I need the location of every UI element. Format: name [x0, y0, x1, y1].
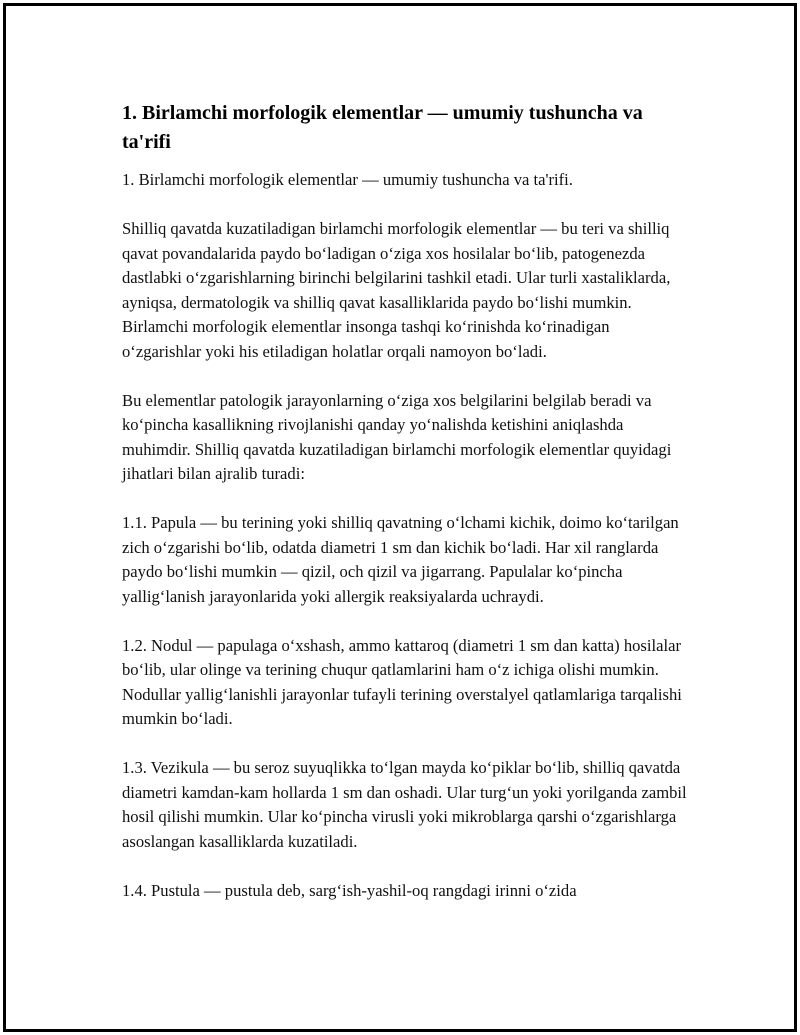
- paragraph-vezikula: 1.3. Vezikula — bu seroz suyuqlikka to‘lgan mayda ko‘piklar bo‘lib, shilliq qavatda diametri kamdan-kam hollarda 1 sm dan oshadi. Ular turg‘un yoki yorilganda zambil hosil qilishi mumkin. Ular ko‘pincha virusli yoki mikroblarga qarshi o‘zgarishlarga asoslangan kasalliklarda kuzatiladi.: [122, 758, 687, 851]
- paragraph-papula: 1.1. Papula — bu terining yoki shilliq qavatning o‘lchami kichik, doimo ko‘tarilgan zich o‘zgarishi bo‘lib, odatda diametri 1 sm dan kichik bo‘ladi. Har xil ranglarda paydo bo‘lishi mumkin — qizil, och qizil va jigarrang. Papulalar ko‘pincha yallig‘lanish jarayonlarida yoki allergik reaksiyalarda uchraydi.: [122, 513, 679, 606]
- paragraph-nodul: 1.2. Nodul — papulaga o‘xshash, ammo kattaroq (diametri 1 sm dan katta) hosilalar bo‘lib, ular olinge va terining chuqur qatlamlarini ham o‘z ichiga olishi mumkin. Nodullar yallig‘lanishli jarayonlar tufayli terining overstalyel qatlamlariga tarqalishi mumkin bo‘ladi.: [122, 635, 682, 728]
- page-frame: [3, 3, 797, 1032]
- paragraph-definition: Shilliq qavatda kuzatiladigan birlamchi morfologik elementlar — bu teri va shilliq qavat povandalarida paydo bo‘ladigan o‘ziga xos hosilalar bo‘lib, patogenezda dastlabki o‘zgarishlarning birinchi belgilarini tashkil etadi. Ular turli xastaliklarda, ayniqsa, dermatologik va shilliq qavat kasalliklarida paydo bo‘lishi mumkin. Birlamchi morfologik elementlar insonga tashqi ko‘rinishda ko‘rinadigan o‘zgarishlar yoki his etiladigan holatlar orqali namoyon bo‘ladi.: [122, 219, 671, 361]
- paragraph-significance: Bu elementlar patologik jarayonlarning o‘ziga xos belgilarini belgilab beradi va ko‘pincha kasallikning rivojlanishi qanday yo‘nalishda ketishini aniqlashda muhimdir. Shilliq qavatda kuzatiladigan birlamchi morfologik elementlar quyidagi jihatlari bilan ajralib turadi:: [122, 390, 672, 483]
- paragraph-pustula: 1.4. Pustula — pustula deb, sarg‘ish-yashil-oq rangdagi irinni o‘zida: [122, 880, 577, 900]
- document-body: [122, 99, 692, 928]
- paragraph-intro: 1. Birlamchi morfologik elementlar — umumiy tushuncha va ta'rifi.: [122, 170, 573, 189]
- section-heading: 1. Birlamchi morfologik elementlar — umumiy tushuncha va ta'rifi: [122, 102, 643, 153]
